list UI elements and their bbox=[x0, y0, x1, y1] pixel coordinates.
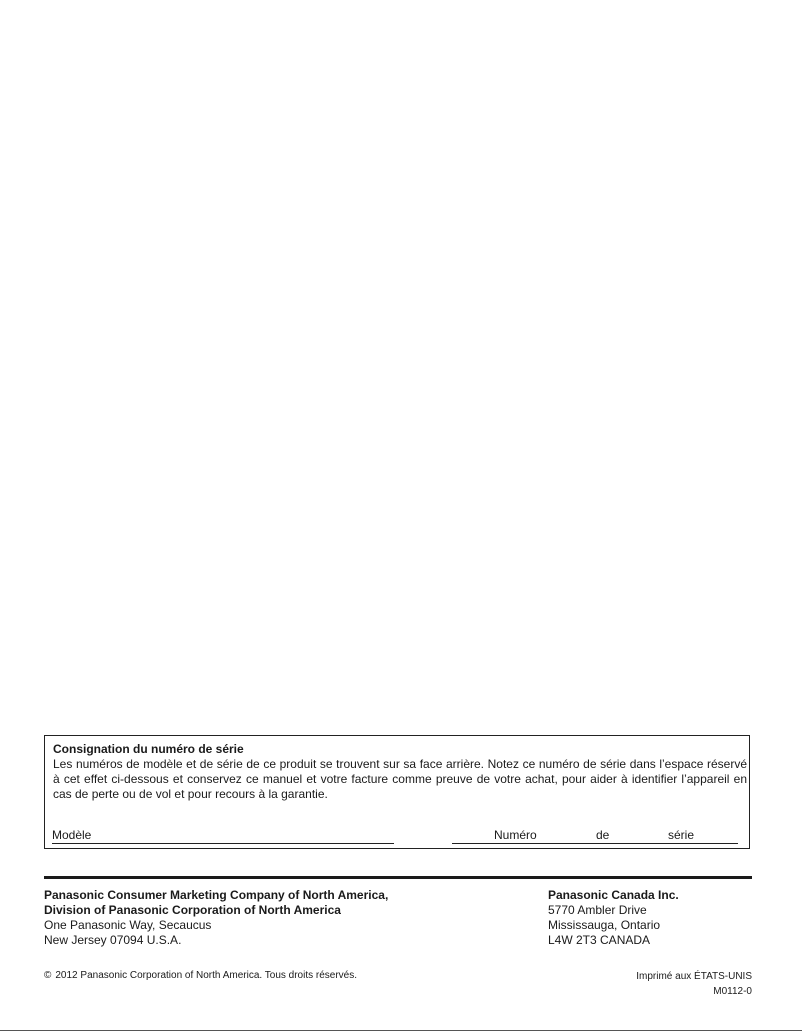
company-division: Division of Panasonic Corporation of North America bbox=[44, 903, 341, 917]
address-canada bbox=[548, 888, 679, 948]
serial-label-word: Numéro bbox=[494, 828, 537, 842]
company-name: Panasonic Consumer Marketing Company of North America, bbox=[44, 888, 389, 902]
copyright-icon: © bbox=[44, 970, 52, 981]
street-address: 5770 Ambler Drive bbox=[548, 903, 647, 917]
city-province: Mississauga, Ontario bbox=[548, 918, 661, 932]
city-state-zip: New Jersey 07094 U.S.A. bbox=[44, 933, 182, 947]
document-code: M0112-0 bbox=[713, 986, 752, 997]
print-info bbox=[636, 969, 752, 999]
address-usa bbox=[44, 888, 388, 948]
model-field[interactable] bbox=[52, 829, 394, 844]
company-name: Panasonic Canada Inc. bbox=[548, 888, 679, 902]
model-label: Modèle bbox=[52, 828, 92, 842]
postal-code-country: L4W 2T3 CANADA bbox=[548, 933, 651, 947]
printed-in: Imprimé aux ÉTATS-UNIS bbox=[636, 971, 752, 982]
copyright-notice bbox=[44, 969, 357, 982]
serial-number-field[interactable] bbox=[452, 829, 738, 844]
serial-label-word: série bbox=[668, 828, 695, 842]
serial-record-title: Consignation du numéro de série bbox=[53, 742, 244, 756]
serial-label-word: de bbox=[596, 828, 610, 842]
serial-number-record-box bbox=[44, 735, 750, 849]
street-address: One Panasonic Way, Secaucus bbox=[44, 918, 212, 932]
copyright-text: 2012 Panasonic Corporation of North America. Tous droits réservés. bbox=[55, 970, 358, 981]
serial-record-description: Les numéros de modèle et de série de ce produit se trouvent sur sa face arrière. Notez ce numéro de série dans l’espace réservé à cet effet ci-dessous et conservez ce manuel et votre facture comme preuve de votre achat, pour aider à identifier l’appareil en cas de perte ou de vol et pour recours à la garantie. bbox=[53, 757, 747, 801]
section-divider bbox=[44, 876, 752, 879]
